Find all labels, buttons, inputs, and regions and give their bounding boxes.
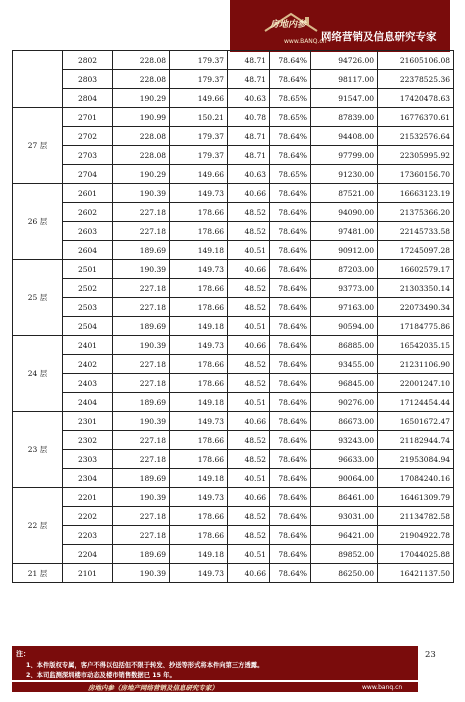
value-cell: 90276.00 [311, 393, 378, 412]
value-cell: 149.73 [170, 564, 228, 583]
value-cell: 91230.00 [311, 165, 378, 184]
value-cell: 190.39 [113, 488, 170, 507]
notes-box [12, 646, 418, 680]
room-cell: 2502 [63, 279, 113, 298]
value-cell: 17420478.63 [378, 89, 454, 108]
value-cell: 93773.00 [311, 279, 378, 298]
value-cell: 149.73 [170, 336, 228, 355]
value-cell: 178.66 [170, 355, 228, 374]
note-line-2: 2、本司监测深圳楼市动态及楼市销售数据已 15 年。 [26, 672, 176, 679]
value-cell: 40.63 [228, 165, 270, 184]
value-cell: 149.73 [170, 412, 228, 431]
value-cell: 90064.00 [311, 469, 378, 488]
value-cell: 78.65% [270, 89, 311, 108]
room-cell: 2603 [63, 222, 113, 241]
notes-title: 注： [16, 650, 30, 658]
value-cell: 149.18 [170, 545, 228, 564]
value-cell: 78.64% [270, 374, 311, 393]
value-cell: 17124454.44 [378, 393, 454, 412]
table-row [13, 412, 454, 431]
floor-cell: 27 层 [13, 108, 63, 184]
room-cell: 2404 [63, 393, 113, 412]
value-cell: 190.39 [113, 564, 170, 583]
floor-cell: 26 层 [13, 184, 63, 260]
value-cell: 78.64% [270, 146, 311, 165]
value-cell: 93243.00 [311, 431, 378, 450]
table-row [13, 298, 454, 317]
value-cell: 94726.00 [311, 51, 378, 70]
value-cell: 78.64% [270, 469, 311, 488]
table-row [13, 526, 454, 545]
value-cell: 78.64% [270, 507, 311, 526]
value-cell: 48.52 [228, 298, 270, 317]
room-cell: 2402 [63, 355, 113, 374]
table-row [13, 51, 454, 70]
value-cell: 78.64% [270, 431, 311, 450]
value-cell: 178.66 [170, 203, 228, 222]
value-cell: 149.18 [170, 317, 228, 336]
floor-cell: 24 层 [13, 336, 63, 412]
value-cell: 17360156.70 [378, 165, 454, 184]
value-cell: 178.66 [170, 222, 228, 241]
value-cell: 179.37 [170, 127, 228, 146]
value-cell: 178.66 [170, 431, 228, 450]
value-cell: 91547.00 [311, 89, 378, 108]
value-cell: 17184775.86 [378, 317, 454, 336]
floor-cell: 21 层 [13, 564, 63, 583]
value-cell: 78.64% [270, 355, 311, 374]
value-cell: 189.69 [113, 241, 170, 260]
value-cell: 78.64% [270, 260, 311, 279]
value-cell: 40.51 [228, 241, 270, 260]
value-cell: 40.51 [228, 317, 270, 336]
value-cell: 227.18 [113, 374, 170, 393]
value-cell: 179.37 [170, 146, 228, 165]
floor-cell [13, 51, 63, 108]
table-row [13, 393, 454, 412]
value-cell: 78.64% [270, 51, 311, 70]
value-cell: 87521.00 [311, 184, 378, 203]
value-cell: 96845.00 [311, 374, 378, 393]
value-cell: 93455.00 [311, 355, 378, 374]
value-cell: 40.66 [228, 412, 270, 431]
value-cell: 86673.00 [311, 412, 378, 431]
value-cell: 17084240.16 [378, 469, 454, 488]
value-cell: 40.66 [228, 184, 270, 203]
value-cell: 178.66 [170, 450, 228, 469]
value-cell: 16461309.79 [378, 488, 454, 507]
room-cell: 2803 [63, 70, 113, 89]
room-cell: 2202 [63, 507, 113, 526]
value-cell: 149.18 [170, 241, 228, 260]
value-cell: 78.64% [270, 488, 311, 507]
room-cell: 2301 [63, 412, 113, 431]
value-cell: 21532576.64 [378, 127, 454, 146]
value-cell: 93031.00 [311, 507, 378, 526]
value-cell: 149.18 [170, 469, 228, 488]
value-cell: 16663123.19 [378, 184, 454, 203]
value-cell: 179.37 [170, 51, 228, 70]
value-cell: 78.65% [270, 165, 311, 184]
table-row [13, 203, 454, 222]
value-cell: 48.52 [228, 203, 270, 222]
value-cell: 21182944.74 [378, 431, 454, 450]
table-row [13, 89, 454, 108]
value-cell: 78.64% [270, 127, 311, 146]
table-row [13, 450, 454, 469]
value-cell: 78.64% [270, 317, 311, 336]
value-cell: 94090.00 [311, 203, 378, 222]
value-cell: 48.52 [228, 279, 270, 298]
table-row [13, 108, 454, 127]
value-cell: 149.73 [170, 260, 228, 279]
room-cell: 2403 [63, 374, 113, 393]
floor-cell: 25 层 [13, 260, 63, 336]
value-cell: 21231106.90 [378, 355, 454, 374]
value-cell: 228.08 [113, 70, 170, 89]
value-cell: 86250.00 [311, 564, 378, 583]
room-cell: 2204 [63, 545, 113, 564]
room-cell: 2101 [63, 564, 113, 583]
logo-text: 房地内参 [270, 20, 307, 30]
value-cell: 179.37 [170, 70, 228, 89]
value-cell: 227.18 [113, 298, 170, 317]
table-row [13, 279, 454, 298]
value-cell: 90594.00 [311, 317, 378, 336]
value-cell: 16542035.15 [378, 336, 454, 355]
table-row [13, 146, 454, 165]
room-cell: 2501 [63, 260, 113, 279]
value-cell: 190.29 [113, 89, 170, 108]
value-cell: 178.66 [170, 279, 228, 298]
value-cell: 227.18 [113, 355, 170, 374]
value-cell: 40.51 [228, 545, 270, 564]
room-cell: 2604 [63, 241, 113, 260]
value-cell: 21904922.78 [378, 526, 454, 545]
value-cell: 149.66 [170, 89, 228, 108]
value-cell: 21375366.20 [378, 203, 454, 222]
value-cell: 190.29 [113, 165, 170, 184]
table-row [13, 127, 454, 146]
value-cell: 190.39 [113, 184, 170, 203]
room-cell: 2304 [63, 469, 113, 488]
page-number: 23 [425, 650, 436, 660]
value-cell: 228.08 [113, 146, 170, 165]
value-cell: 48.71 [228, 51, 270, 70]
table-row [13, 317, 454, 336]
room-cell: 2303 [63, 450, 113, 469]
table-row [13, 507, 454, 526]
value-cell: 228.08 [113, 51, 170, 70]
value-cell: 40.66 [228, 336, 270, 355]
value-cell: 78.64% [270, 450, 311, 469]
value-cell: 227.18 [113, 203, 170, 222]
value-cell: 16421137.50 [378, 564, 454, 583]
value-cell: 78.64% [270, 241, 311, 260]
room-cell: 2504 [63, 317, 113, 336]
value-cell: 78.64% [270, 526, 311, 545]
value-cell: 16776370.61 [378, 108, 454, 127]
value-cell: 48.71 [228, 127, 270, 146]
value-cell: 89852.00 [311, 545, 378, 564]
value-cell: 21134782.58 [378, 507, 454, 526]
table-row [13, 545, 454, 564]
value-cell: 86461.00 [311, 488, 378, 507]
value-cell: 190.39 [113, 260, 170, 279]
room-cell: 2703 [63, 146, 113, 165]
table-row [13, 488, 454, 507]
room-cell: 2804 [63, 89, 113, 108]
value-cell: 78.64% [270, 336, 311, 355]
value-cell: 78.64% [270, 279, 311, 298]
table-row [13, 222, 454, 241]
room-cell: 2701 [63, 108, 113, 127]
table-row [13, 469, 454, 488]
table-row [13, 260, 454, 279]
value-cell: 40.66 [228, 260, 270, 279]
room-cell: 2802 [63, 51, 113, 70]
table-row [13, 431, 454, 450]
footer-text: 房地内参（房地产网络营销及信息研究专家） [88, 684, 218, 692]
value-cell: 86885.00 [311, 336, 378, 355]
table-row [13, 241, 454, 260]
value-cell: 48.52 [228, 526, 270, 545]
value-cell: 78.64% [270, 545, 311, 564]
value-cell: 228.08 [113, 127, 170, 146]
value-cell: 78.64% [270, 203, 311, 222]
value-cell: 21953084.94 [378, 450, 454, 469]
value-cell: 227.18 [113, 279, 170, 298]
value-cell: 78.64% [270, 298, 311, 317]
room-cell: 2602 [63, 203, 113, 222]
value-cell: 48.52 [228, 450, 270, 469]
value-cell: 178.66 [170, 507, 228, 526]
value-cell: 48.52 [228, 222, 270, 241]
value-cell: 190.39 [113, 412, 170, 431]
value-cell: 149.18 [170, 393, 228, 412]
floor-cell: 23 层 [13, 412, 63, 488]
value-cell: 149.73 [170, 488, 228, 507]
value-cell: 16602579.17 [378, 260, 454, 279]
value-cell: 78.65% [270, 108, 311, 127]
value-cell: 227.18 [113, 222, 170, 241]
value-cell: 16501672.47 [378, 412, 454, 431]
value-cell: 22145733.58 [378, 222, 454, 241]
value-cell: 21303350.14 [378, 279, 454, 298]
value-cell: 48.52 [228, 507, 270, 526]
floor-cell: 22 层 [13, 488, 63, 564]
value-cell: 150.21 [170, 108, 228, 127]
value-cell: 87203.00 [311, 260, 378, 279]
value-cell: 78.64% [270, 564, 311, 583]
room-cell: 2201 [63, 488, 113, 507]
value-cell: 40.63 [228, 89, 270, 108]
table-row [13, 165, 454, 184]
value-cell: 96421.00 [311, 526, 378, 545]
value-cell: 189.69 [113, 393, 170, 412]
value-cell: 87839.00 [311, 108, 378, 127]
value-cell: 227.18 [113, 507, 170, 526]
value-cell: 227.18 [113, 431, 170, 450]
value-cell: 96633.00 [311, 450, 378, 469]
header-title: 网络营销及信息研究专家 [321, 31, 437, 43]
value-cell: 17044025.88 [378, 545, 454, 564]
room-cell: 2503 [63, 298, 113, 317]
value-cell: 78.64% [270, 184, 311, 203]
logo-url: www.BANQ.cn [284, 38, 327, 45]
value-cell: 40.51 [228, 469, 270, 488]
value-cell: 78.64% [270, 70, 311, 89]
value-cell: 149.66 [170, 165, 228, 184]
table-row [13, 355, 454, 374]
room-cell: 2704 [63, 165, 113, 184]
value-cell: 97481.00 [311, 222, 378, 241]
value-cell: 22378525.36 [378, 70, 454, 89]
room-cell: 2401 [63, 336, 113, 355]
value-cell: 97163.00 [311, 298, 378, 317]
room-cell: 2702 [63, 127, 113, 146]
value-cell: 40.66 [228, 488, 270, 507]
table-row [13, 336, 454, 355]
table-row [13, 564, 454, 583]
value-cell: 78.64% [270, 412, 311, 431]
value-cell: 48.52 [228, 374, 270, 393]
value-cell: 178.66 [170, 374, 228, 393]
value-cell: 178.66 [170, 526, 228, 545]
value-cell: 189.69 [113, 469, 170, 488]
value-cell: 178.66 [170, 298, 228, 317]
value-cell: 22001247.10 [378, 374, 454, 393]
value-cell: 78.64% [270, 393, 311, 412]
value-cell: 189.69 [113, 317, 170, 336]
value-cell: 98117.00 [311, 70, 378, 89]
value-cell: 227.18 [113, 450, 170, 469]
value-cell: 22305995.92 [378, 146, 454, 165]
value-cell: 189.69 [113, 545, 170, 564]
value-cell: 190.39 [113, 336, 170, 355]
footer-url: www.banq.cn [362, 684, 403, 691]
value-cell: 48.52 [228, 431, 270, 450]
value-cell: 94408.00 [311, 127, 378, 146]
value-cell: 48.71 [228, 70, 270, 89]
value-cell: 90912.00 [311, 241, 378, 260]
value-cell: 40.51 [228, 393, 270, 412]
table-row [13, 184, 454, 203]
room-cell: 2302 [63, 431, 113, 450]
value-cell: 22073490.34 [378, 298, 454, 317]
value-cell: 149.73 [170, 184, 228, 203]
value-cell: 78.64% [270, 222, 311, 241]
room-cell: 2203 [63, 526, 113, 545]
table-row [13, 374, 454, 393]
unit-price-table [12, 50, 454, 583]
value-cell: 97799.00 [311, 146, 378, 165]
value-cell: 48.52 [228, 355, 270, 374]
value-cell: 190.99 [113, 108, 170, 127]
value-cell: 21605106.08 [378, 51, 454, 70]
table-row [13, 70, 454, 89]
value-cell: 40.66 [228, 564, 270, 583]
room-cell: 2601 [63, 184, 113, 203]
value-cell: 17245097.28 [378, 241, 454, 260]
value-cell: 40.78 [228, 108, 270, 127]
note-line-1: 1、本件版权专属，客户不得以包括但不限于转发、抄送等形式将本件向第三方透露。 [26, 662, 264, 669]
value-cell: 48.71 [228, 146, 270, 165]
value-cell: 227.18 [113, 526, 170, 545]
